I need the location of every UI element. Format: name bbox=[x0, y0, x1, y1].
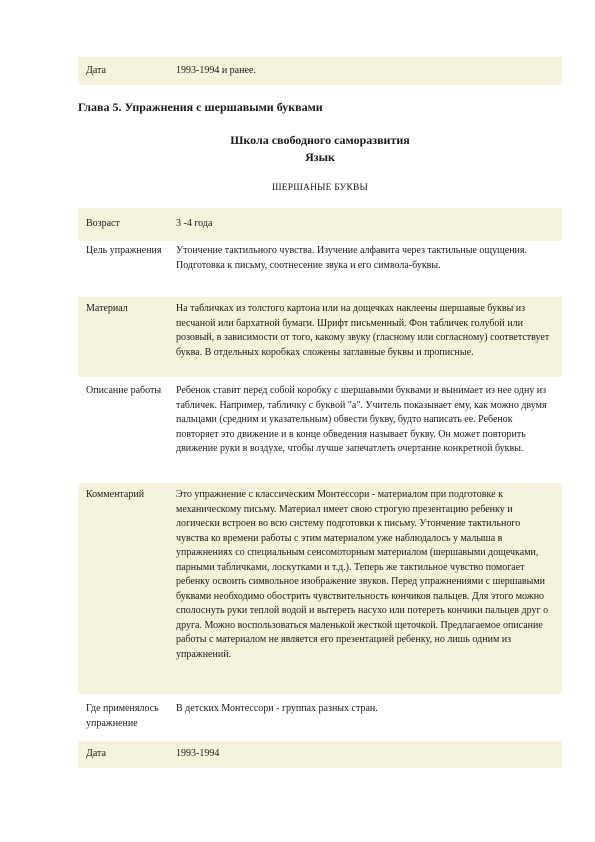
subject-title: Язык bbox=[305, 150, 335, 164]
row-value: Это упражнение с классическим Монтессори - материалом при подготовке к механическому письму. Материал имеет свою строгую презентацию ребенку и логически встроен во всю систему подготовки к письму. Утончение тактильного чувства ко времени работы с этим материалом уже наблюдалось у малыша в упражнениях со специальным сенсомоторным материалом (шершавыми дощечками, парными табличками, лоскутками и т.д.). Теперь же тактильное чувство помогает ребенку освоить символьное изображение звуков. Перед упражнениями с шершавыми буквами необходимо обострить чувствительность кончиков пальцев. Для этого можно сполоснуть руки теплой водой и вытереть насухо или потереть кончики пальцев друг о друга. Можно воспользоваться маленькой жесткой щеточкой. Предлагаемое описание работы с материалом не является его презентацией ребенку, но лишь одним из упражнений. bbox=[176, 489, 549, 660]
row-label: Где применялось упражнение bbox=[86, 703, 159, 729]
chapter-title: Глава 5. Упражнения с шершавыми буквами bbox=[78, 100, 323, 114]
date-value: 1993-1994 и ранее. bbox=[176, 64, 256, 76]
table-row-description bbox=[78, 384, 562, 479]
table-row-where-used bbox=[78, 702, 562, 738]
row-label: Описание работы bbox=[86, 385, 162, 396]
table-row-age bbox=[78, 208, 562, 241]
table-row-material bbox=[78, 297, 562, 377]
row-label: Комментарий bbox=[86, 489, 145, 500]
row-value: На табличках из толстого картона или на дощечках наклеены шершавые буквы из песчаной или бархатной бумаги. Шрифт письменный. Фон табличек голубой или розовый, в зависимости от того, какому звуку (гласному или согласному) соответствует буква. В отдельных коробках сложены заглавные буквы и прописные. bbox=[176, 303, 550, 358]
date-label: Дата bbox=[86, 64, 106, 76]
date-row-top bbox=[78, 57, 562, 85]
row-label: Материал bbox=[86, 303, 128, 314]
row-value: В детских Монтессори - группах разных стран. bbox=[176, 703, 378, 714]
table-row-goal bbox=[78, 244, 562, 294]
row-value: Ребенок ставит перед собой коробку с шершавыми буквами и вынимает из нее одну из табличек. Например, табличку с буквой "а". Учитель показывает ему, как можно двумя пальцами (средним и указательным) обвести букву, будто написать ее. Ребенок повторяет это движение и в конце обведения называет букву. Он может повторить движение руки в воздухе, чтобы лучше запечатлеть очертание конкретной буквы. bbox=[176, 385, 547, 454]
table-row-date bbox=[78, 741, 562, 768]
row-label: Возраст bbox=[86, 218, 120, 230]
row-label: Цель упражнения bbox=[86, 245, 162, 256]
exercise-title: ШЕРШАНЫЕ БУКВЫ bbox=[271, 183, 369, 193]
row-value: 3 -4 года bbox=[176, 218, 213, 230]
table-row-comment bbox=[78, 483, 562, 694]
row-label: Дата bbox=[86, 748, 106, 760]
row-value: 1993-1994 bbox=[176, 748, 220, 760]
school-title: Школа свободного саморазвития bbox=[230, 133, 410, 147]
row-value: Утончение тактильного чувства. Изучение алфавита через тактильные ощущения. Подготовка к письму, соотнесение звука и его символа-буквы. bbox=[176, 245, 528, 271]
